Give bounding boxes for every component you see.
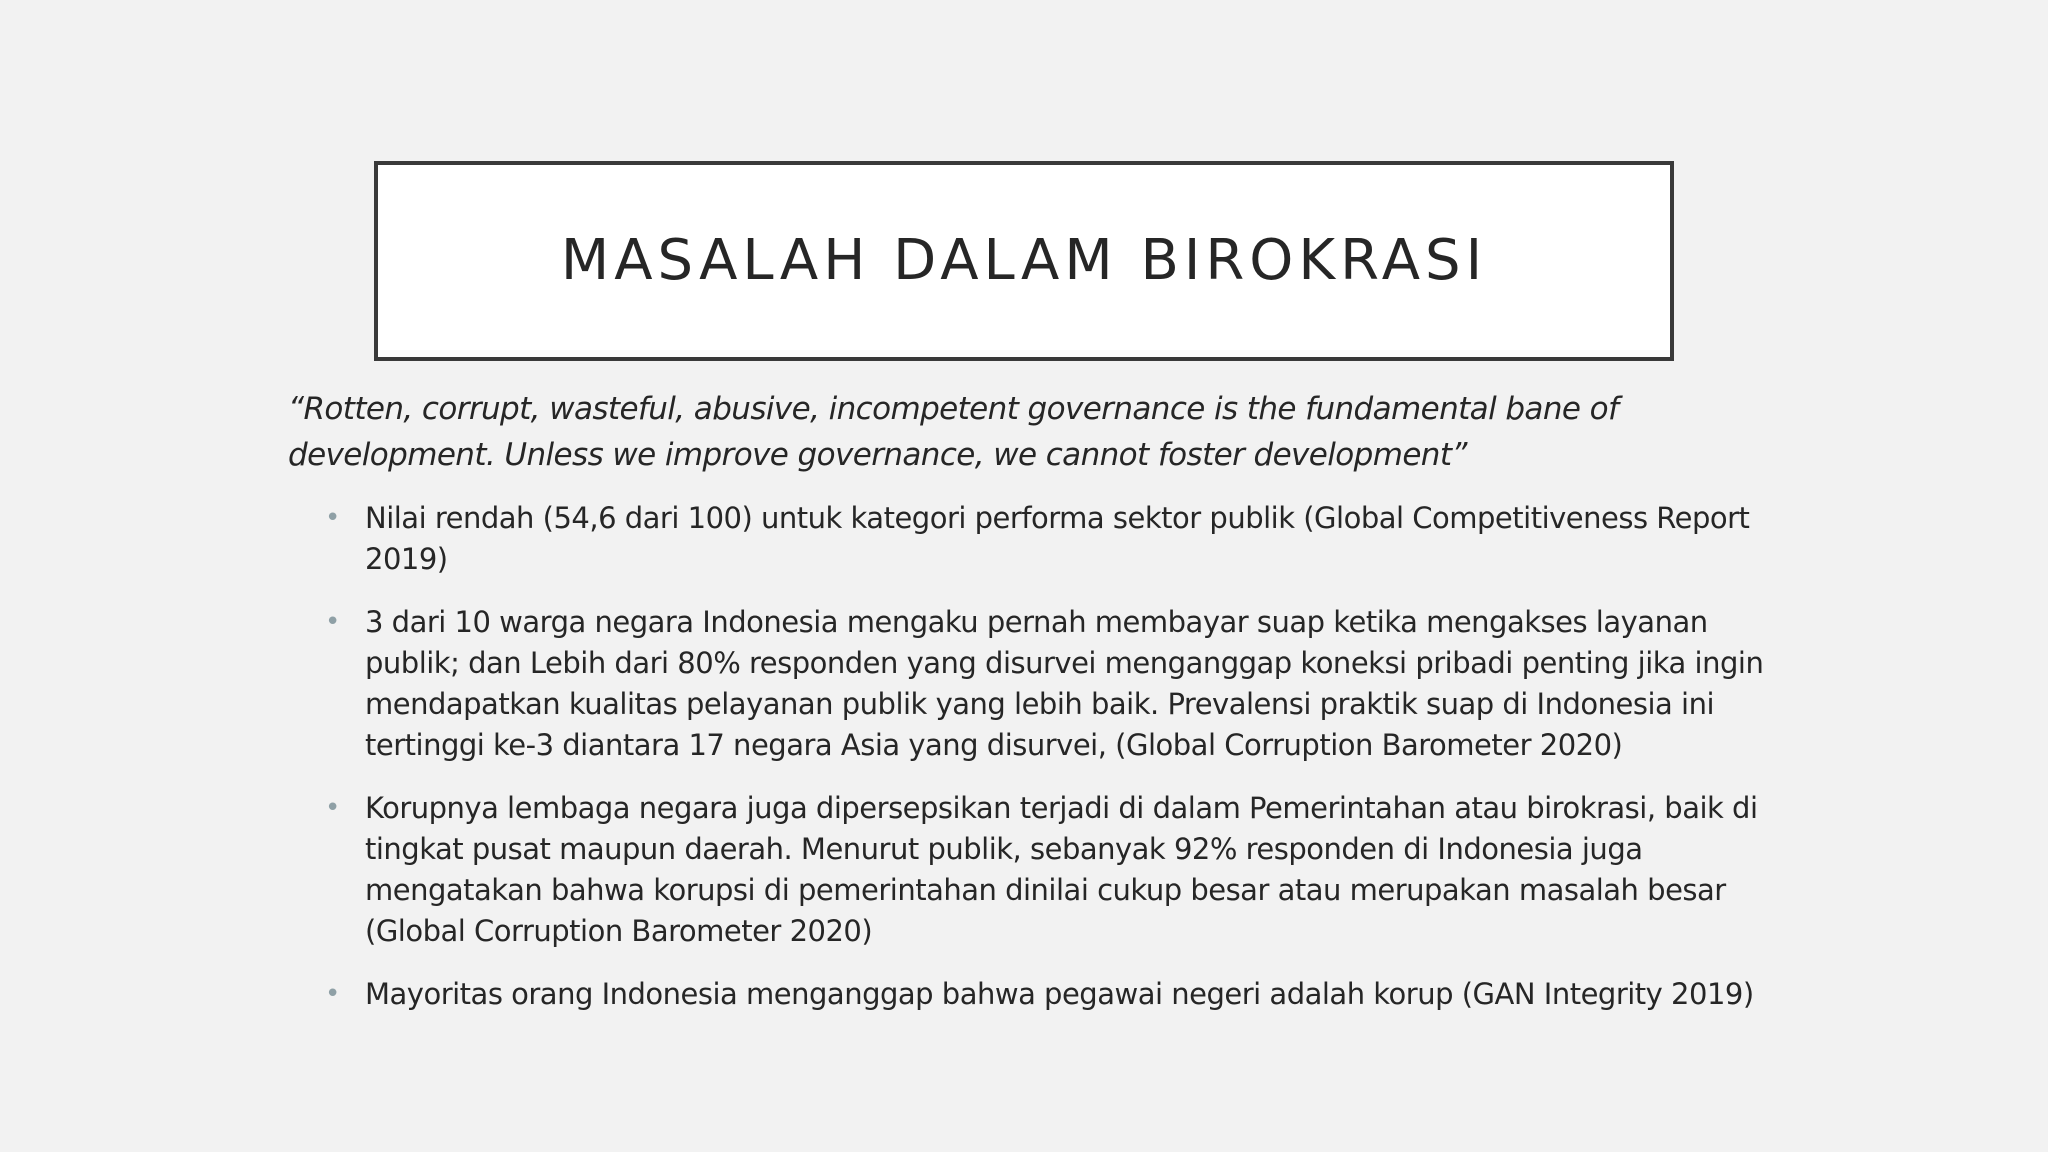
- quote-text: “Rotten, corrupt, wasteful, abusive, incompetent governance is the fundamental bane of development. Unless we improve governance, we cannot foster development”: [288, 391, 1619, 473]
- bullet-item: [325, 498, 1765, 580]
- bullet-text: Korupnya lembaga negara juga dipersepsikan terjadi di dalam Pemerintahan atau birokrasi, baik di tingkat pusat maupun daerah. Menurut publik, sebanyak 92% responden di Indonesia juga mengatakan bahwa korupsi di pemerintahan dinilai cukup besar atau merupakan masalah besar (Global Corruption Barometer 2020): [365, 791, 1758, 948]
- bullet-item: [325, 788, 1765, 952]
- bullet-icon: •: [325, 607, 340, 637]
- slide-title: MASALAH DALAM BIROKRASI: [560, 227, 1488, 293]
- bullet-text: Nilai rendah (54,6 dari 100) untuk kategori performa sektor publik (Global Competitiveness Report 2019): [365, 501, 1750, 576]
- bullet-text: 3 dari 10 warga negara Indonesia mengaku pernah membayar suap ketika mengakses layanan publik; dan Lebih dari 80% responden yang disurvei menganggap koneksi pribadi penting jika ingin mendapatkan kualitas pelayanan publik yang lebih baik. Prevalensi praktik suap di Indonesia ini tertinggi ke-3 diantara 17 negara Asia yang disurvei, (Global Corruption Barometer 2020): [365, 605, 1764, 762]
- title-box: [374, 161, 1674, 361]
- bullet-item: [325, 974, 1765, 1015]
- bullet-item: [325, 602, 1765, 766]
- bullet-icon: •: [325, 793, 340, 823]
- bullet-icon: •: [325, 979, 340, 1009]
- bullet-icon: •: [325, 503, 340, 533]
- bullet-text: Mayoritas orang Indonesia menganggap bahwa pegawai negeri adalah korup (GAN Integrity 2019): [365, 977, 1754, 1011]
- bullet-list: [325, 498, 1765, 1037]
